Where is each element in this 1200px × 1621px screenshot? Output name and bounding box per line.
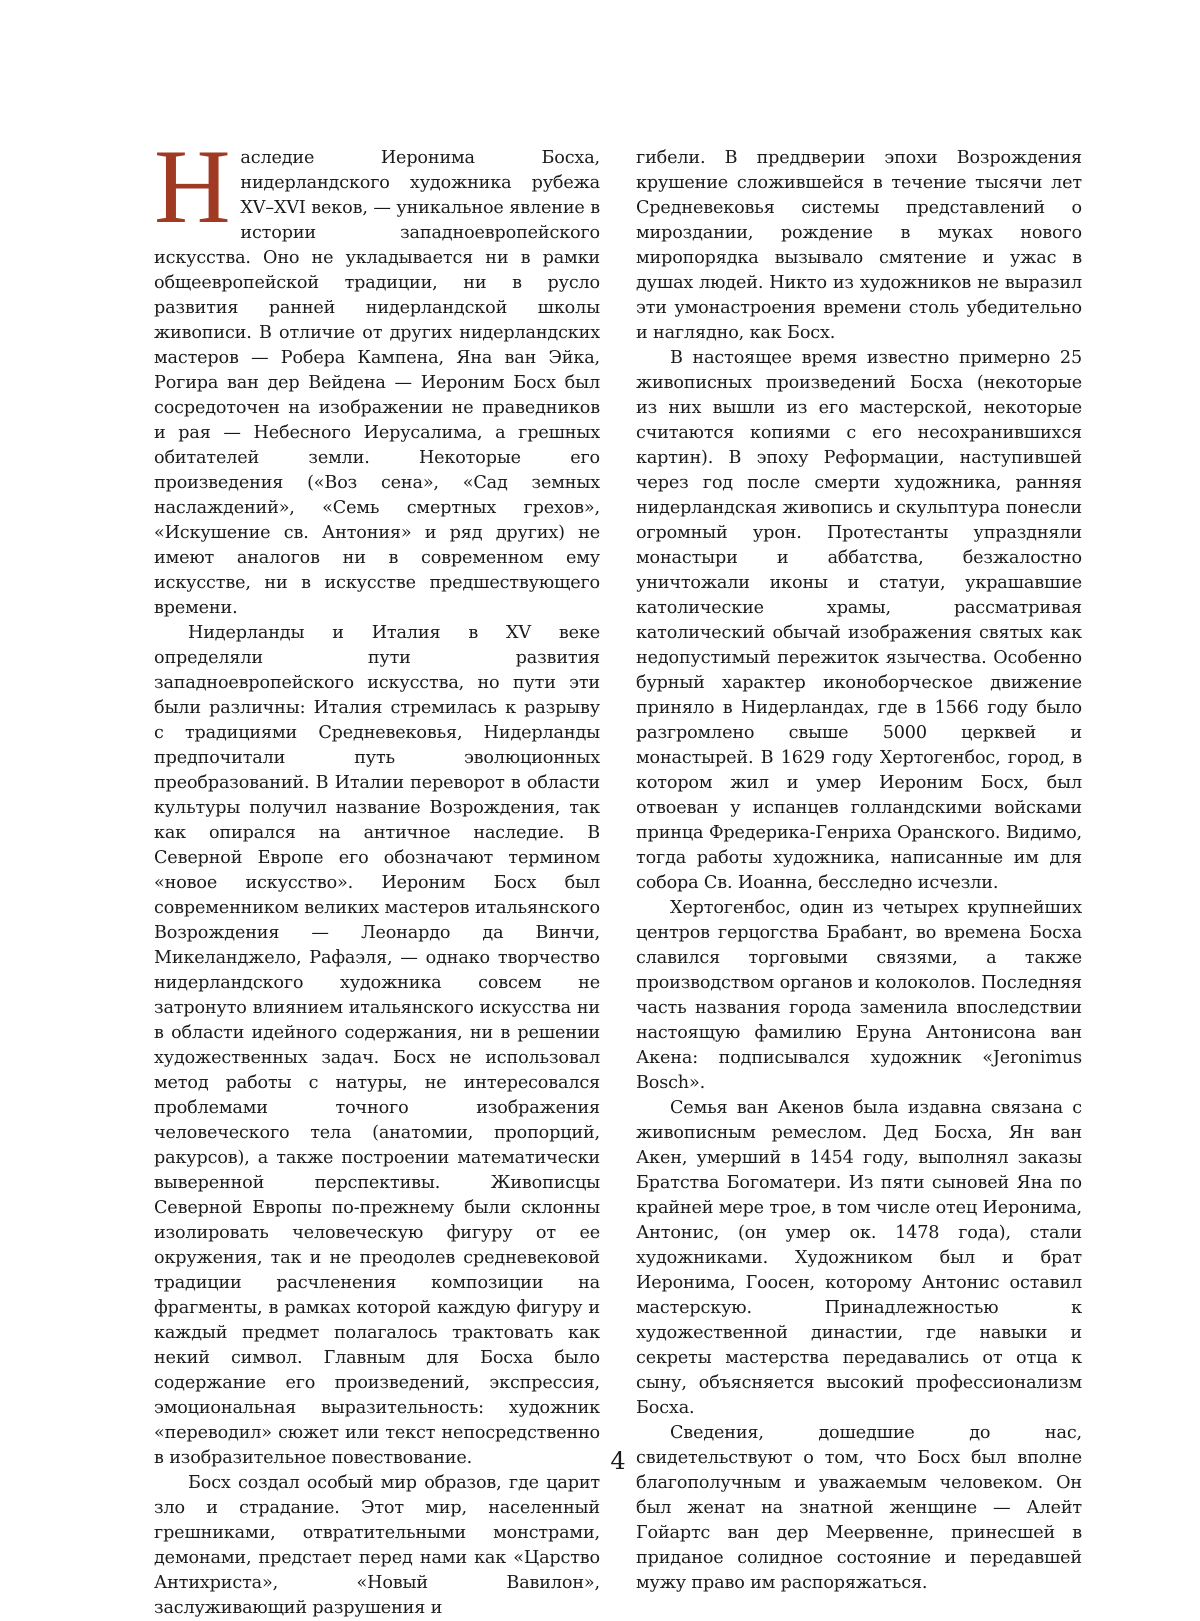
paragraph-3: Босх создал особый мир образов, где царит зло и страдание. Этот мир, населенный грешниками, отвратительными монстрами, демонами, предстает перед нами как «Царство Антихриста», «Новый Вавилон», заслуживающий разрушения и bbox=[154, 1473, 600, 1618]
paragraph-5: Хертогенбос, один из четырех крупнейших центров герцогства Брабант, во времена Босха славился торговыми связями, а также производством органов и колоколов. Последняя часть названия города заменила впоследствии настоящую фамилию Еруна Антонисона ван Акена: подписывался художник «Jeronimus Bosch». bbox=[636, 898, 1082, 1093]
paragraph-7: Сведения, дошедшие до нас, свидетельствуют о том, что Босх был вполне благополучным и уважаемым человеком. Он был женат на знатной женщине — Алейт Гойартс ван дер Меервенне, принесшей в приданое солидное состояние и передавшей мужу право им распоряжаться. bbox=[636, 1423, 1082, 1593]
left-text-column bbox=[154, 128, 600, 1621]
paragraph-1 bbox=[154, 128, 600, 621]
paragraph-2: Нидерланды и Италия в XV веке определяли пути развития западноевропейского искусства, но пути эти были различны: Италия стремилась к разрыву с традициями Средневековья, Нидерланды предпочитали путь эволюционных преобразований. В Италии переворот в области культуры получил название Возрождения, так как опирался на античное наследие. В Северной Европе его обозначают термином «новое искусство». Иероним Босх был современником великих мастеров итальянского Возрождения — Леонардо да Винчи, Микеланджело, Рафаэля, — однако творчество нидерландского художника совсем не затронуто влиянием итальянского искусства ни в области идейного содержания, ни в решении художественных задач. Босх не использовал метод работы с натуры, не интересовался проблемами точного изображения человеческого тела (анатомии, пропорций, ракурсов), а также построении математически выверенной перспективы. Живописцы Северной Европы по-прежнему были склонны изолировать человеческую фигуру от ее окружения, так и не преодолев средневековой традиции расчленения композиции на фрагменты, в рамках которой каждую фигуру и каждый предмет полагалось трактовать как некий символ. Главным для Босха было содержание его произведений, экспрессия, эмоциональная выразительность: художник «переводил» сюжет или текст непосредственно в изобразительное повествование. bbox=[154, 623, 600, 1468]
paragraph-6: Семья ван Акенов была издавна связана с живописным ремеслом. Дед Босха, Ян ван Акен, умерший в 1454 году, выполнял заказы Братства Богоматери. Из пяти сыновей Яна по крайней мере трое, в том числе отец Иеронима, Антонис, (он умер ок. 1478 года), стали художниками. Художником был и брат Иеронима, Гоосен, которому Антонис оставил мастерскую. Принадлежностью к художественной династии, где навыки и секреты мастерства передавались от отца к сыну, объясняется высокий профессионализм Босха. bbox=[636, 1098, 1082, 1418]
paragraph-3-continued: гибели. В преддверии эпохи Возрождения крушение сложившейся в течение тысячи лет Средневековья системы представлений о мироздании, рождение в муках нового миропорядка вызывало смятение и ужас в душах людей. Никто из художников не выразил эти умонастроения времени столь убедительно и наглядно, как Босх. bbox=[636, 148, 1082, 343]
right-text-column bbox=[636, 146, 1082, 1596]
page-number: 4 bbox=[610, 1447, 626, 1475]
paragraph-1-text: аследие Иеронима Босха, нидерландского художника рубежа XV–XVI веков, — уникальное явление в истории западноевропейского искусства. Оно не укладывается ни в рамки общеевропейской традиции, ни в русло развития ранней нидерландской школы живописи. В отличие от других нидерландских мастеров — Робера Кампена, Яна ван Эйка, Рогира ван дер Вейдена — Иероним Босх был сосредоточен на изображении не праведников и рая — Небесного Иерусалима, а грешных обитателей земли. Некоторые его произведения («Воз сена», «Сад земных наслаждений», «Семь смертных грехов», «Искушение св. Антония» и ряд других) не имеют аналогов ни в современном ему искусстве, ни в искусстве предшествующего времени. bbox=[154, 148, 600, 618]
drop-cap-letter: Н bbox=[154, 128, 231, 245]
paragraph-4: В настоящее время известно примерно 25 живописных произведений Босха (некоторые из них вышли из его мастерской, некоторые считаются копиями с его несохранившихся картин). В эпоху Реформации, наступившей через год после смерти художника, ранняя нидерландская живопись и скульптура понесли огромный урон. Протестанты упраздняли монастыри и аббатства, безжалостно уничтожали иконы и статуи, украшавшие католические храмы, рассматривая католический обычай изображения святых как недопустимый пережиток язычества. Особенно бурный характер иконоборческое движение приняло в Нидерландах, где в 1566 году было разгромлено свыше 5000 церквей и монастырей. В 1629 году Хертогенбос, город, в котором жил и умер Иероним Босх, был отвоеван у испанцев голландскими войсками принца Фредерика-Генриха Оранского. Видимо, тогда работы художника, написанные им для собора Св. Иоанна, бесследно исчезли. bbox=[636, 348, 1082, 893]
